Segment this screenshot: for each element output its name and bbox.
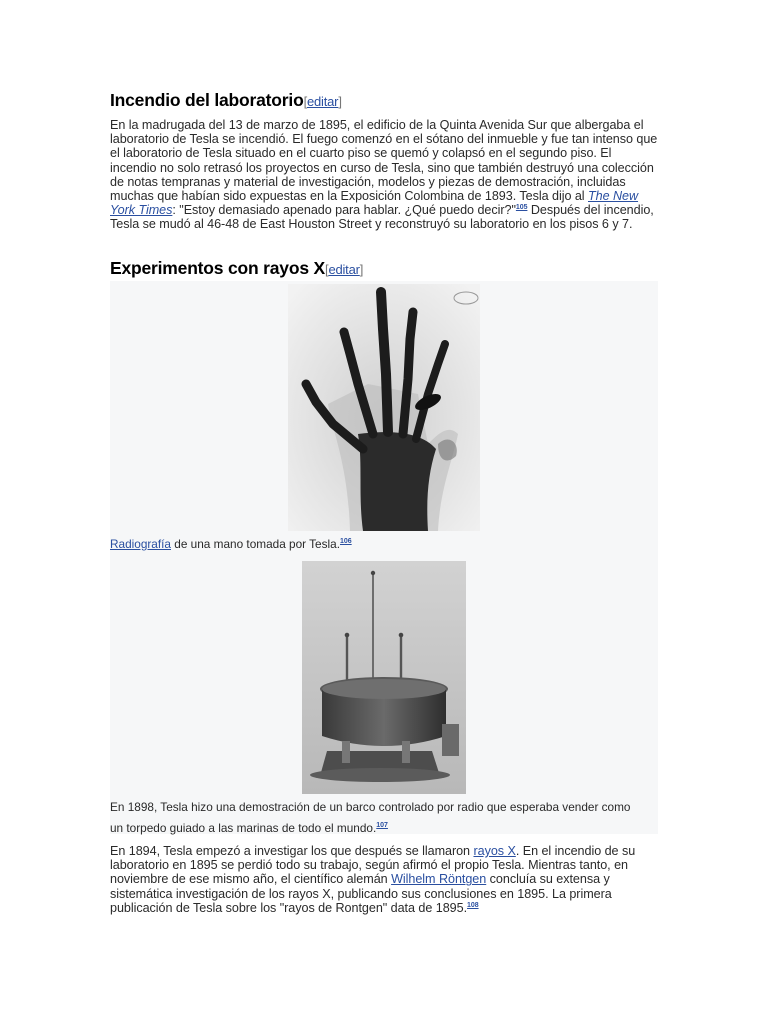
caption-text: un torpedo guiado a las marinas de todo el mundo. bbox=[110, 821, 377, 835]
link-radiografia[interactable]: Radiografía bbox=[110, 537, 171, 551]
reference-108[interactable]: 108 bbox=[467, 901, 479, 909]
radio-boat-drawing bbox=[302, 561, 466, 794]
edit-section-link[interactable]: editar bbox=[328, 262, 360, 277]
paragraph-text: concluía su extensa y sistemática investigación de los rayos X, publicando sus conclusiones en 1895. La primera publicación de Tesla sobre los "rayos de Rontgen" data de 1895. bbox=[110, 872, 612, 915]
edit-section-link-wrapper: [editar] bbox=[303, 94, 342, 109]
section-heading-fire bbox=[110, 90, 342, 112]
edit-section-link[interactable]: editar bbox=[306, 94, 339, 109]
link-rayos-x[interactable]: rayos X bbox=[473, 844, 516, 858]
caption-text: de una mano tomada por Tesla. bbox=[171, 537, 340, 551]
edit-section-link-wrapper: [editar] bbox=[325, 262, 364, 277]
reference-107[interactable]: 107 bbox=[376, 822, 388, 829]
paragraph-text: Después del incendio, Tesla se mudó al 46-48 de East Houston Street y reconstruyó su laboratorio en los pisos 6 y 7. bbox=[110, 203, 654, 232]
paragraph-text: En 1894, Tesla empezó a investigar los que después se llamaron bbox=[110, 844, 474, 858]
xray-hand-image[interactable] bbox=[288, 284, 480, 531]
caption-line bbox=[110, 818, 670, 839]
figure-caption-boat bbox=[110, 797, 670, 839]
figure-caption-xray bbox=[110, 534, 352, 555]
section-title: Experimentos con rayos X bbox=[110, 258, 326, 278]
section-title: Incendio del laboratorio bbox=[110, 90, 304, 110]
paragraph-text: : "Estoy demasiado apenado para hablar. ¿Qué puedo decir?" bbox=[172, 203, 516, 218]
section-heading-xray bbox=[110, 258, 363, 280]
link-new-york-times[interactable]: The New York Times bbox=[110, 189, 639, 218]
link-wilhelm-rontgen[interactable]: Wilhelm Röntgen bbox=[391, 872, 487, 887]
reference-105[interactable]: 105 bbox=[515, 204, 528, 212]
reference-106[interactable]: 106 bbox=[339, 538, 352, 545]
xray-hand-drawing bbox=[288, 284, 480, 531]
paragraph-text: . En el incendio de su laboratorio en 1895 se perdió todo su trabajo, según afirmó el propio Tesla. Mientras tanto, en noviembre de ese mismo año, el científico alemán bbox=[110, 844, 636, 887]
paragraph-text: En la madrugada del 13 de marzo de 1895, el edificio de la Quinta Avenida Sur que albergaba el laboratorio de Tesla se incendió. El fuego comenzó en el sótano del inmueble y fue tan intenso que el laboratorio de Tesla situado en el cuarto piso se quemó y colapsó en el segundo piso. El incendio no solo retrasó los proyectos en curso de Tesla, sino que también destruyó una colección de notas tempranas y material de investigación, modelos y piezas de demostración, incluidas muchas que habían sido expuestas en la Exposición Colombina de 1893. Tesla dijo al bbox=[110, 118, 658, 204]
paragraph-fire bbox=[110, 118, 658, 232]
caption-line: En 1898, Tesla hizo una demostración de un barco controlado por radio que esperaba vender como bbox=[110, 800, 631, 814]
radio-boat-image[interactable] bbox=[302, 561, 466, 794]
paragraph-xray bbox=[110, 844, 658, 915]
